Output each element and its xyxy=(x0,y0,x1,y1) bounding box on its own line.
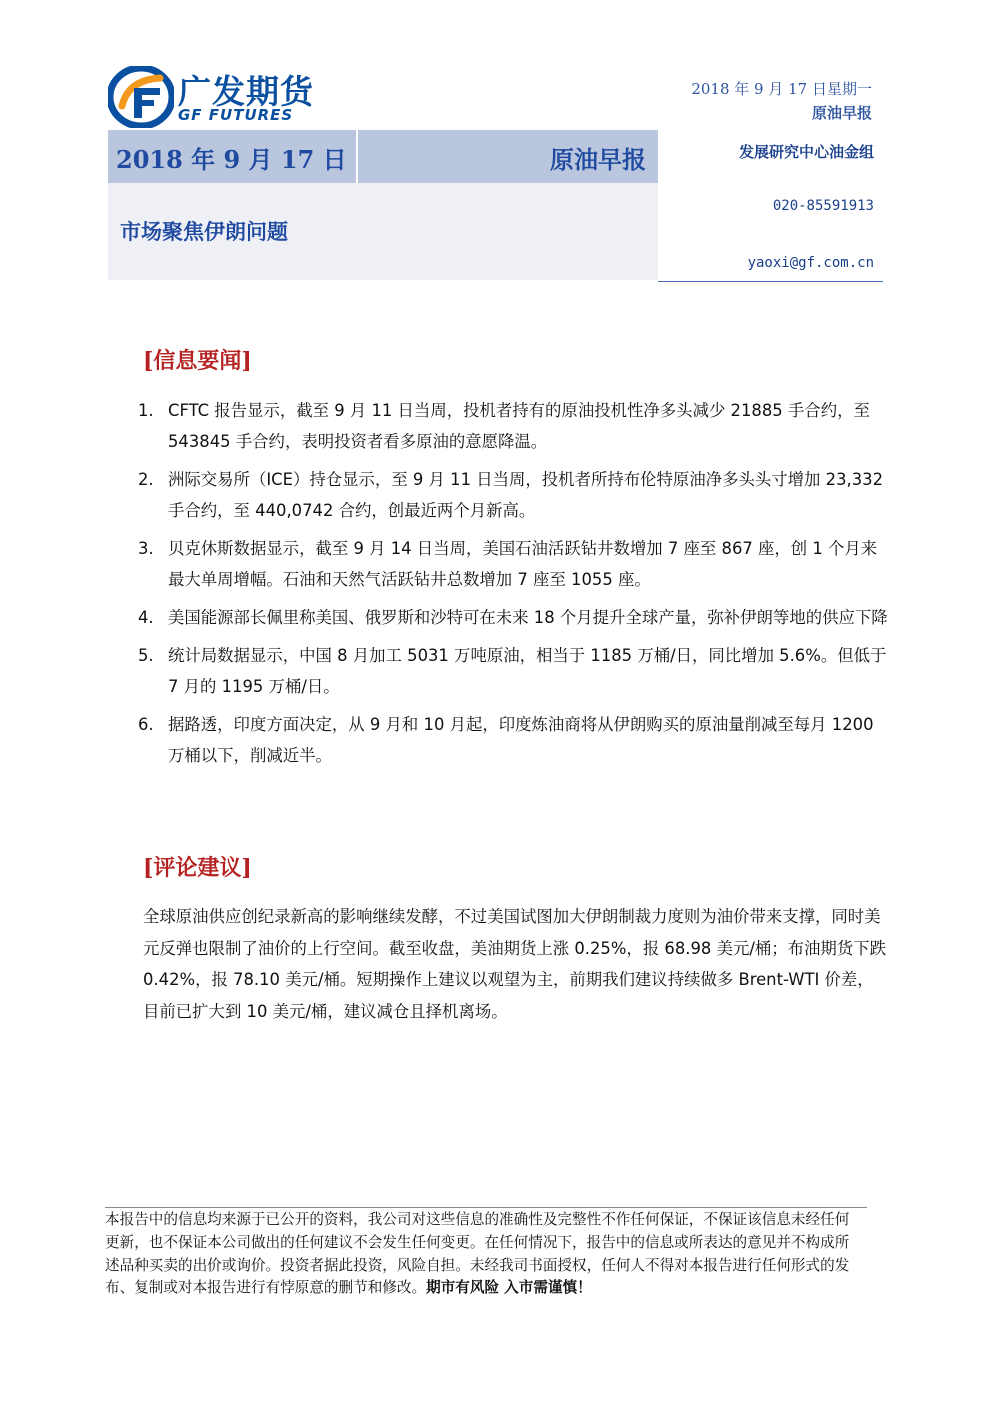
list-item xyxy=(138,709,888,771)
contact-divider xyxy=(658,281,883,282)
list-item-number: 2. xyxy=(138,470,154,489)
gf-logo-icon xyxy=(108,66,174,128)
risk-warning: 期市有风险 入市需谨慎！ xyxy=(426,1279,592,1297)
list-item xyxy=(138,464,888,526)
department-name: 发展研究中心油金组 xyxy=(738,143,874,161)
list-item-number: 3. xyxy=(138,539,154,558)
list-item-number: 4. xyxy=(138,608,154,627)
logo-chinese-name: 广发期货 xyxy=(178,72,314,111)
disclaimer-divider xyxy=(105,1207,867,1208)
list-item-text: CFTC 报告显示，截至 9 月 11 日当周，投机者持有的原油投机性净多头减少 21885 手合约，至 543845 手合约，表明投资者看多原油的意愿降温。 xyxy=(168,401,870,451)
header-report-type: 原油早报 xyxy=(811,104,872,122)
list-item xyxy=(138,640,888,702)
banner-divider xyxy=(356,130,358,183)
list-item xyxy=(138,395,888,457)
news-list xyxy=(138,395,888,778)
title-banner xyxy=(108,130,658,280)
news-heading: [信息要闻] xyxy=(143,348,252,374)
list-item xyxy=(138,533,888,595)
report-title: 市场聚焦伊朗问题 xyxy=(120,219,288,244)
banner-report-type: 原油早报 xyxy=(550,145,646,174)
list-item-text: 洲际交易所（ICE）持仓显示，至 9 月 11 日当周，投机者所持布伦特原油净多头头寸增加 23,332 手合约，至 440,0742 合约，创最近两个月新高。 xyxy=(168,470,883,520)
banner-top-bar xyxy=(108,130,658,183)
contact-phone: 020-85591913 xyxy=(772,198,874,214)
list-item-number: 1. xyxy=(138,401,154,420)
list-item-text: 据路透，印度方面决定，从 9 月和 10 月起，印度炼油商将从伊朗购买的原油量削减至每月 1200 万桶以下，削减近半。 xyxy=(168,715,874,765)
disclaimer xyxy=(105,1209,860,1300)
list-item-text: 美国能源部长佩里称美国、俄罗斯和沙特可在未来 18 个月提升全球产量，弥补伊朗等地的供应下降 xyxy=(168,608,888,627)
banner-date: 2018 年 9 月 17 日 xyxy=(116,145,347,174)
company-logo xyxy=(108,66,358,128)
header-date: 2018 年 9 月 17 日星期一 xyxy=(691,80,872,98)
logo-english-name: GF FUTURES xyxy=(178,106,294,124)
list-item-text: 贝克休斯数据显示，截至 9 月 14 日当周，美国石油活跃钻井数增加 7 座至 867 座，创 1 个月来最大单周增幅。石油和天然气活跃钻井总数增加 7 座至 1055 座。 xyxy=(168,539,878,589)
list-item xyxy=(138,602,888,633)
list-item-text: 统计局数据显示，中国 8 月加工 5031 万吨原油，相当于 1185 万桶/日，同比增加 5.6%。但低于 7 月的 1195 万桶/日。 xyxy=(168,646,887,696)
disclaimer-text: 本报告中的信息均来源于已公开的资料，我公司对这些信息的准确性及完整性不作任何保证，不保证该信息未经任何更新，也不保证本公司做出的任何建议不会发生任何变更。在任何情况下，报告中的信息或所表达的意见并不构成所述品种买卖的出价或询价。投资者据此投资，风险自担。未经我司书面授权，任何人不得对本报告进行任何形式的发布、复制或对本报告进行有悖原意的删节和修改。 xyxy=(105,1211,850,1297)
list-item-number: 6. xyxy=(138,715,154,734)
list-item-number: 5. xyxy=(138,646,154,665)
contact-email: yaoxi@gf.com.cn xyxy=(747,255,874,271)
comment-heading: [评论建议] xyxy=(143,855,252,881)
comment-paragraph: 全球原油供应创纪录新高的影响继续发酵，不过美国试图加大伊朗制裁力度则为油价带来支撑，同时美元反弹也限制了油价的上行空间。截至收盘，美油期货上涨 0.25%，报 68.98 美元/桶；布油期货下跌 0.42%，报 78.10 美元/桶。短期操作上建议以观望为主，前期我们建议持续做多 Brent-WTI 价差，目前已扩大到 10 美元/桶，建议减仓且择机离场。 xyxy=(143,907,886,1021)
